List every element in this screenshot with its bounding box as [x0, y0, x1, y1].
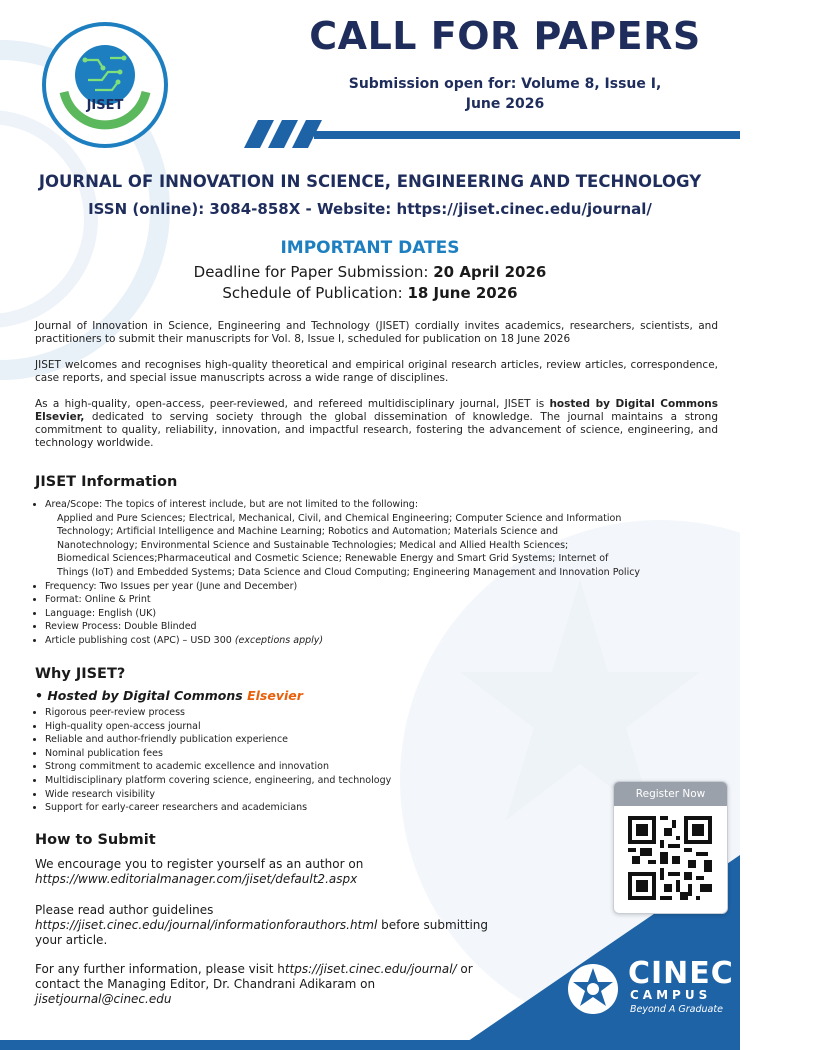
list-item: • Area/Scope: The topics of interest include, but are not limited to the following: Applied and Pure Sciences; Electrical, Mechanical, Civil, and Chemical Engineering; Computer Science and Information Technology; Artificial Intelligence and Machine Learning; Robotics and Automation; Materials Science and Nanotechnology; Environmental Science and Sustainable Technologies; Medical and Allied Health Sciences; Biomedical Sciences;Pharmaceutical and Cosmetic Science; Renewable Energy and Smart Grid Systems; Internet of Things (IoT) and Embedded Systems; Data Science and Cloud Computing; Engineering Management and Innovation Policy: [45, 498, 705, 580]
list-item: • Format: Online & Print: [45, 593, 705, 607]
page-title: CALL FOR PAPERS: [309, 14, 701, 58]
author-guidelines-link[interactable]: https://jiset.cinec.edu/journal/informationforauthors.html: [35, 918, 378, 932]
jiset-logo: [40, 20, 170, 150]
editorial-manager-link[interactable]: https://www.editorialmanager.com/jiset/default2.aspx: [35, 872, 358, 886]
scope-topics: Applied and Pure Sciences; Electrical, Mechanical, Civil, and Chemical Engineering; Computer Science and Information Technology; Artificial Intelligence and Machine Learning; Robotics and Automation; Materials Science and Nanotechnology; Environmental Science and Sustainable Technologies; Medical and Allied Health Sciences; Biomedical Sciences;Pharmaceutical and Cosmetic Science; Renewable Energy and Smart Grid Systems; Internet of Things (IoT) and Embedded Systems; Data Science and Cloud Computing; Engineering Management and Innovation Policy: [57, 512, 641, 578]
deadline-line: Deadline for Paper Submission: 20 April 2026: [193, 263, 547, 281]
journal-website-link[interactable]: ttps://jiset.cinec.edu/journal/: [284, 962, 457, 976]
list-item: • Review Process: Double Blinded: [45, 620, 705, 634]
list-item: • Language: English (UK): [45, 607, 705, 621]
register-qr-card[interactable]: [613, 781, 728, 914]
list-item: • Article publishing cost (APC) – USD 300 (exceptions apply): [45, 634, 705, 648]
list-item: • High-quality open-access journal: [45, 720, 705, 734]
submission-subtitle: Submission open for: Volume 8, Issue I, June 2026: [348, 76, 662, 112]
cinec-name: CINEC: [628, 956, 734, 991]
jiset-info-list: [33, 498, 705, 648]
cinec-tagline: Beyond A Graduate: [630, 1004, 723, 1015]
register-now-label: Register Now: [614, 782, 727, 806]
intro-paragraph-2: JISET welcomes and recognises high-quality theoretical and empirical original research articles, review articles, correspondence, case reports, and special issue manuscripts across a wide range of disciplines.: [35, 359, 718, 384]
journal-name: JOURNAL OF INNOVATION IN SCIENCE, ENGINEERING AND TECHNOLOGY: [38, 172, 702, 191]
why-jiset-heading: Why JISET?: [35, 666, 126, 682]
schedule-date: 18 June 2026: [407, 284, 518, 302]
guidelines-block: Please read author guidelines https://jiset.cinec.edu/journal/informationforauthors.html before submitting your article.: [35, 903, 488, 947]
editor-email-link[interactable]: jisetjournal@cinec.edu: [35, 992, 172, 1006]
hosted-by-line: • Hosted by Digital Commons Elsevier: [35, 688, 303, 703]
register-block: We encourage you to register yourself as an author on https://www.editorialmanager.com/jiset/default2.aspx: [35, 857, 364, 886]
contact-block: For any further information, please visit https://jiset.cinec.edu/journal/ or contact the Managing Editor, Dr. Chandrani Adikaram on jisetjournal@cinec.edu: [35, 962, 473, 1006]
list-item: • Nominal publication fees: [45, 747, 705, 761]
list-item: • Reliable and author-friendly publication experience: [45, 733, 705, 747]
important-dates-heading: IMPORTANT DATES: [280, 238, 460, 258]
jiset-info-heading: JISET Information: [35, 474, 178, 490]
list-item: • Support for early-career researchers and academicians: [45, 801, 705, 815]
schedule-line: Schedule of Publication: 18 June 2026: [222, 284, 518, 302]
why-jiset-list: [33, 706, 705, 815]
cinec-campus: CAMPUS: [630, 988, 712, 1002]
list-item: • Rigorous peer-review process: [45, 706, 705, 720]
intro-paragraph-3: As a high-quality, open-access, peer-reviewed, and refereed multidisciplinary journal, JISET is hosted by Digital Commons Elsevier, dedicated to serving society through the global dissemination of knowledge. The journal maintains a strong commitment to quality, reliability, innovation, and impactful research, fostering the advancement of science, engineering, and technology worldwide.: [35, 398, 719, 449]
elsevier-brand: Elsevier: [247, 688, 303, 703]
list-item: • Wide research visibility: [45, 788, 705, 802]
deadline-date: 20 April 2026: [433, 263, 547, 281]
list-item: • Strong commitment to academic excellence and innovation: [45, 760, 705, 774]
how-to-submit-heading: How to Submit: [35, 832, 156, 848]
intro-paragraph-1: Journal of Innovation in Science, Engineering and Technology (JISET) cordially invites academics, researchers, scientists, and practitioners to submit their manuscripts for Vol. 8, Issue I, scheduled for publication on 18 June 2026: [35, 320, 718, 345]
list-item: • Frequency: Two Issues per year (June and December): [45, 580, 705, 594]
header-stripes: [244, 116, 740, 152]
logo-text: JISET: [86, 98, 124, 113]
qr-code-icon: [628, 816, 712, 900]
cinec-star-icon: [566, 962, 620, 1016]
issn-website: ISSN (online): 3084-858X - Website: https://jiset.cinec.edu/journal/: [88, 200, 652, 218]
list-item: • Multidisciplinary platform covering science, engineering, and technology: [45, 774, 705, 788]
